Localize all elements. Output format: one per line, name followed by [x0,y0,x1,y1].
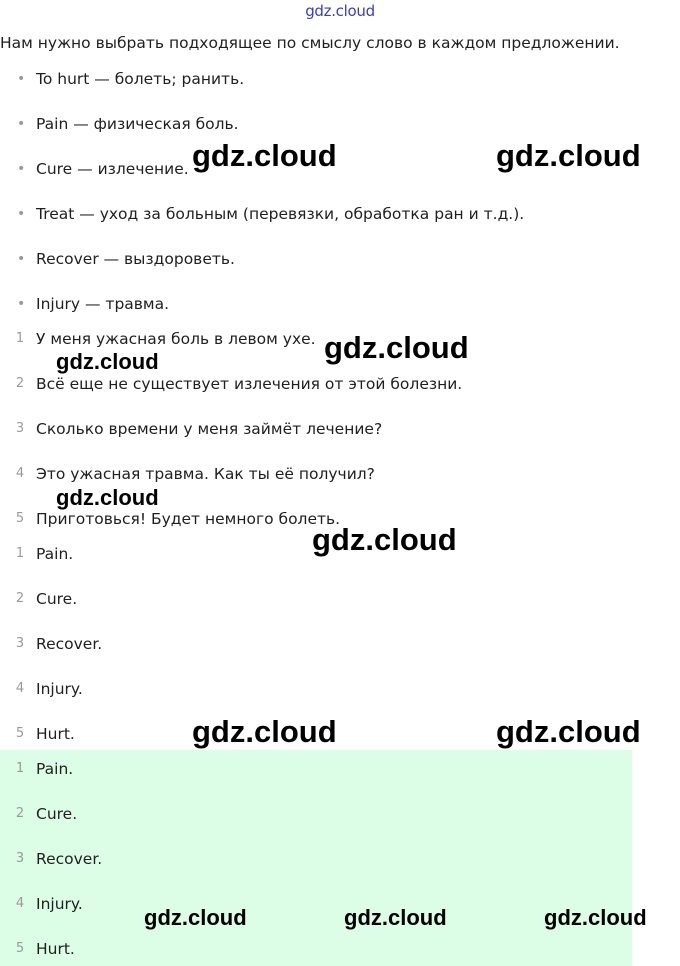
translation-text: Сколько времени у меня займёт лечение? [36,420,383,438]
watermark: gdz.cloud [144,905,247,930]
item-number: 2 [15,376,25,391]
item-number: 4 [15,466,25,481]
item-number: 5 [15,941,25,956]
watermark: gdz.cloud [344,905,447,930]
bullet-marker: • [17,206,26,222]
translation-text: Всё еще не существует излечения от этой болезни. [36,375,463,393]
watermark: gdz.cloud [56,485,159,510]
site-brand-link[interactable]: gdz.cloud [305,2,375,20]
item-number: 3 [15,421,25,436]
answer-text: Pain. [36,545,74,563]
item-number: 5 [15,726,25,741]
watermark: gdz.cloud [544,905,647,930]
bullet-marker: • [17,161,26,177]
final-answer-text: Recover. [36,850,103,868]
translation-text: Это ужасная травма. Как ты её получил? [36,465,375,483]
watermark: gdz.cloud [312,522,457,557]
answer-text: Recover. [36,635,103,653]
bullet-marker: • [17,296,26,312]
item-number: 1 [15,546,25,561]
final-answer-text: Pain. [36,760,74,778]
item-number: 3 [15,636,25,651]
vocabulary-item-text: Pain — физическая боль. [36,115,239,133]
translation-text: У меня ужасная боль в левом ухе. [36,330,316,348]
answer-text: Injury. [36,680,83,698]
intro-text: Нам нужно выбрать подходящее по смыслу слово в каждом предложении. [0,34,620,52]
item-number: 4 [15,896,25,911]
item-number: 1 [15,761,25,776]
bullet-marker: • [17,71,26,87]
final-answer-text: Injury. [36,895,83,913]
item-number: 2 [15,806,25,821]
bullet-marker: • [17,116,26,132]
translation-text: Приготовься! Будет немного болеть. [36,510,341,528]
answer-text: Hurt. [36,725,75,743]
watermark: gdz.cloud [192,138,337,173]
final-answer-text: Cure. [36,805,78,823]
vocabulary-item-text: Injury — травма. [36,295,170,313]
bullet-marker: • [17,251,26,267]
watermark: gdz.cloud [192,714,337,749]
vocabulary-item-text: Recover — выздороветь. [36,250,235,268]
vocabulary-item-text: Cure — излечение. [36,160,189,178]
vocabulary-item-text: To hurt — болеть; ранить. [36,70,245,88]
answer-text: Cure. [36,590,78,608]
final-answer-text: Hurt. [36,940,75,958]
vocabulary-item-text: Treat — уход за больным (перевязки, обработка ран и т.д.). [36,205,525,223]
item-number: 2 [15,591,25,606]
item-number: 3 [15,851,25,866]
watermark: gdz.cloud [496,138,641,173]
watermark: gdz.cloud [324,330,469,365]
item-number: 1 [15,331,25,346]
watermark: gdz.cloud [496,714,641,749]
item-number: 5 [15,511,25,526]
item-number: 4 [15,681,25,696]
watermark: gdz.cloud [56,349,159,374]
